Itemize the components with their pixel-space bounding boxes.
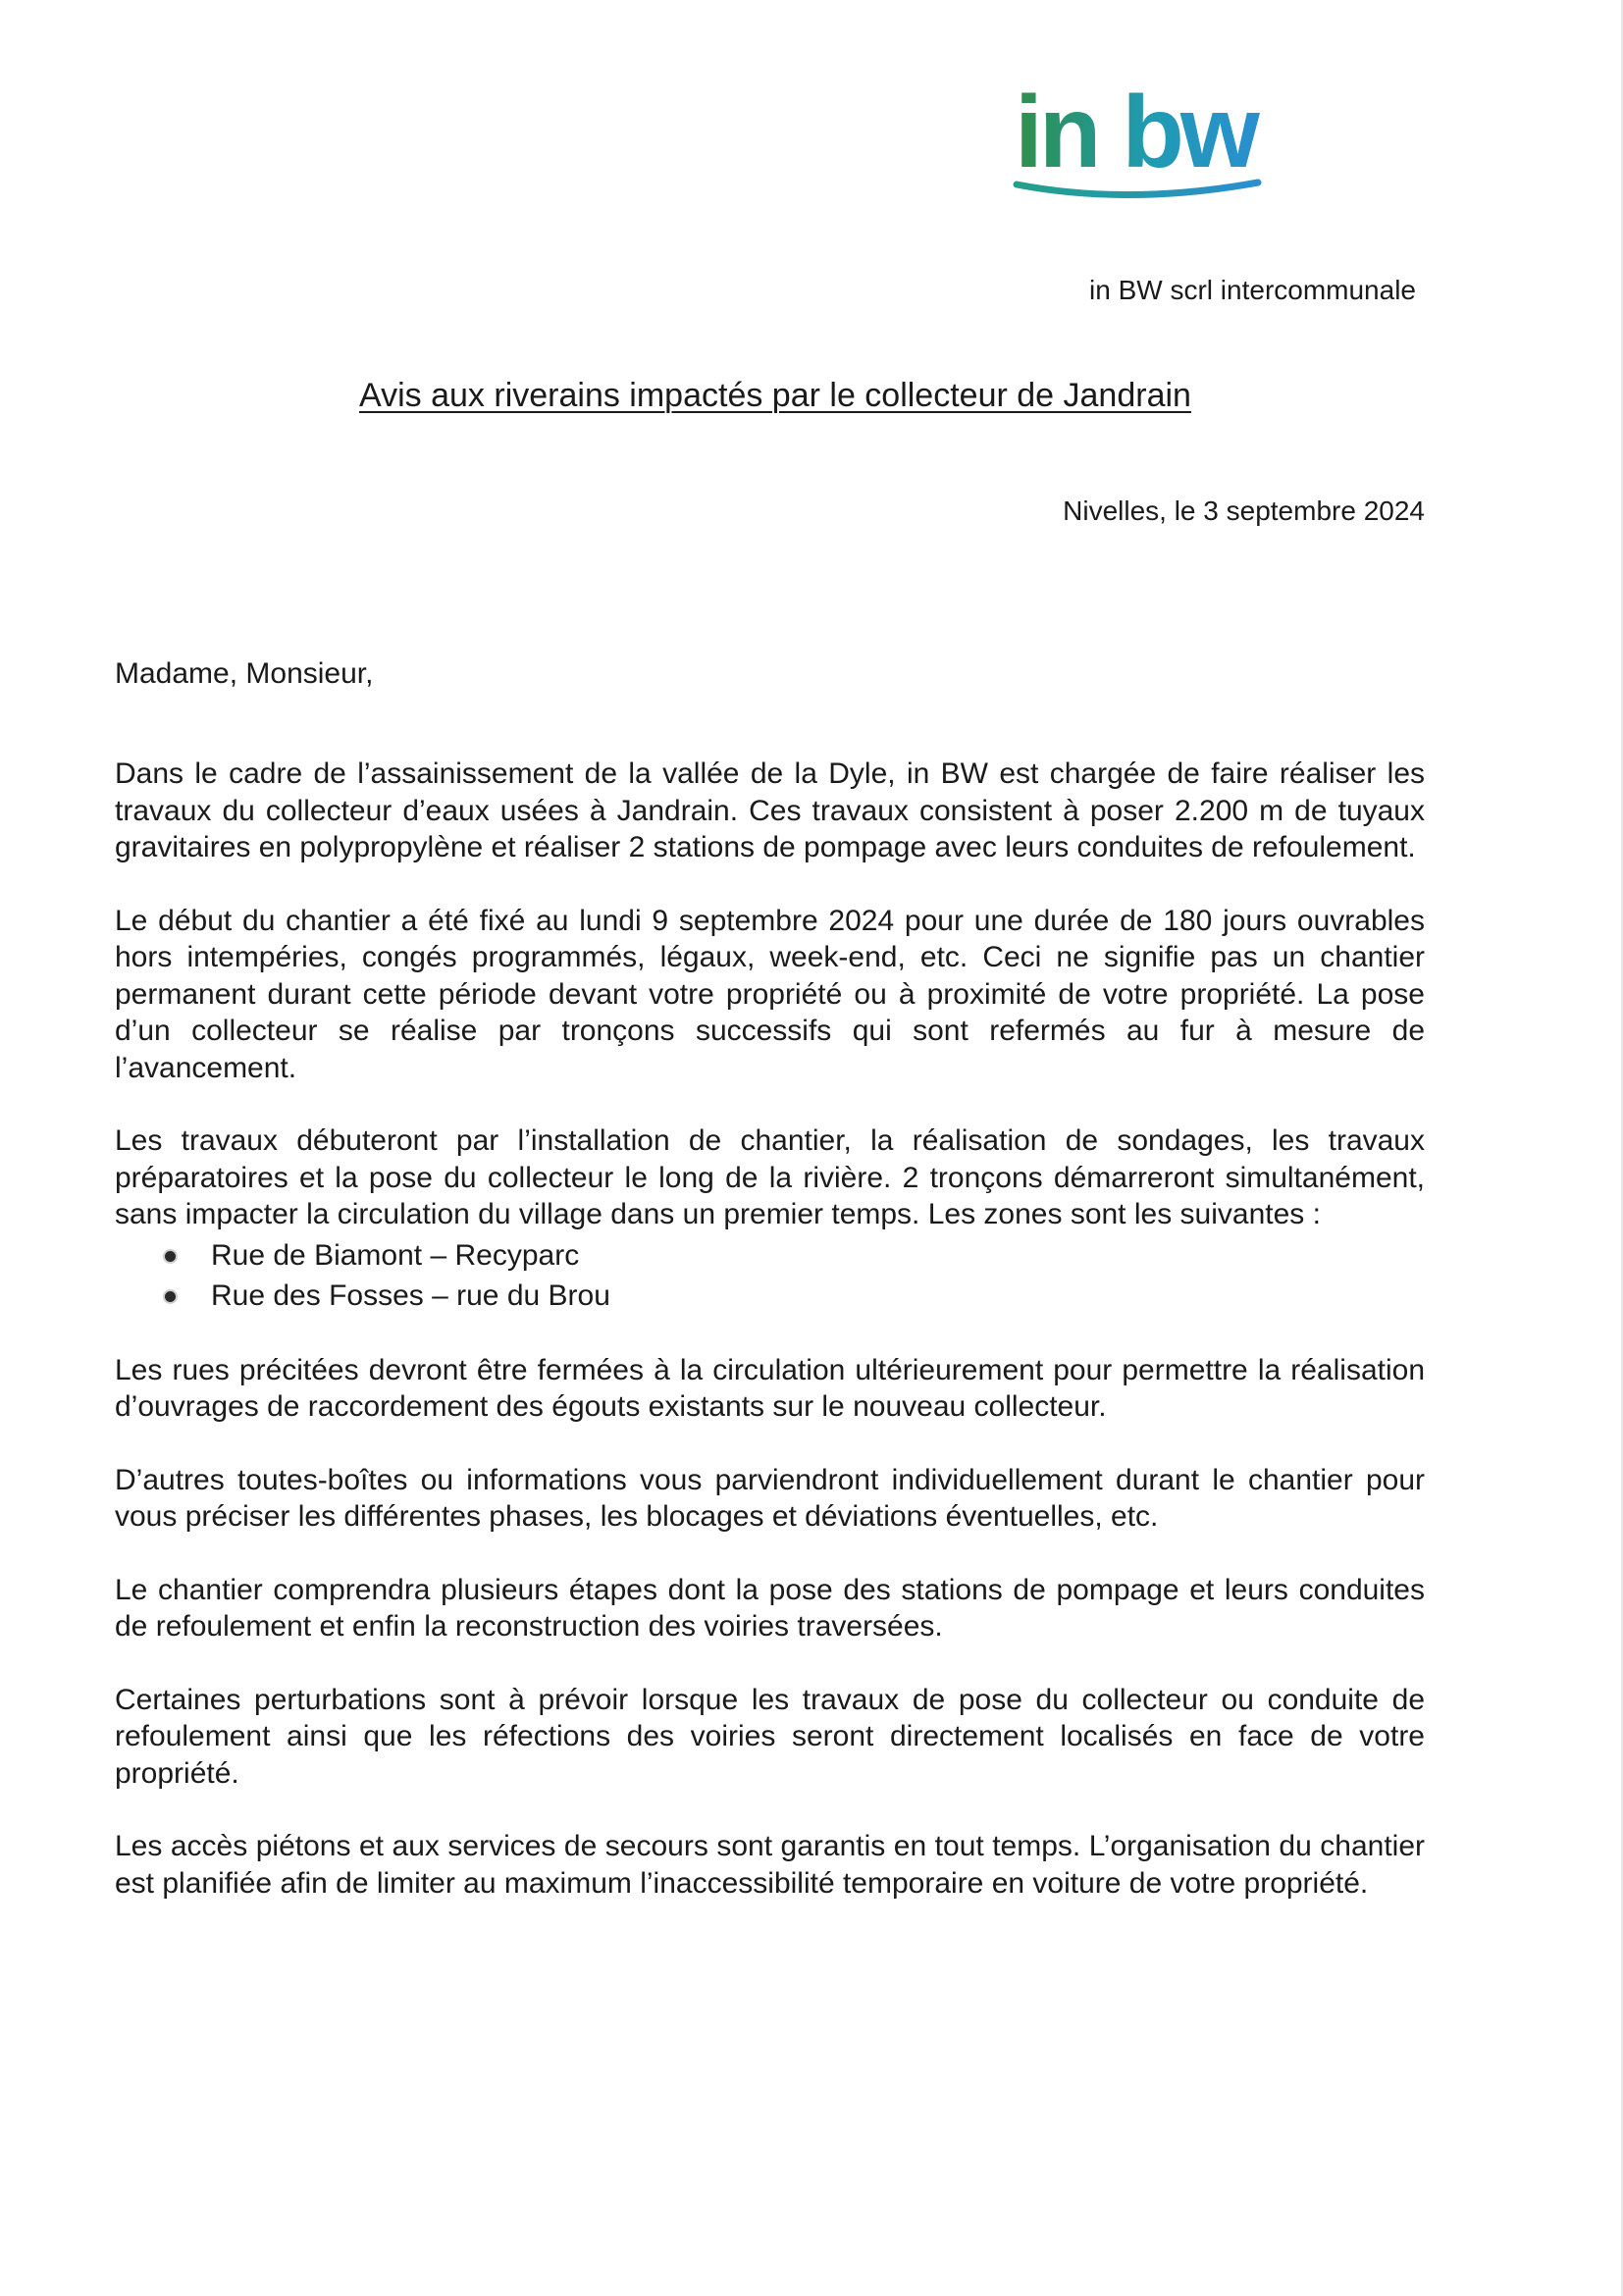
letter-body (115, 756, 1425, 1938)
paragraph-works-start: Les travaux débuteront par l’installation de chantier, la réalisation de sondages, les travaux préparatoires et la pose du collecteur le long de la rivière. 2 tronçons démarreront simultanément, sans impacter la circulation du village dans un premier temps. Les zones sont les suivantes : (115, 1124, 1425, 1230)
list-item (115, 1235, 1425, 1276)
paragraph-disturbances: Certaines perturbations sont à prévoir lorsque les travaux de pose du collecteur ou conduite de refoulement ainsi que les réfections des voiries seront directement localisés en face de votre propriété. (115, 1683, 1425, 1790)
zone-label: Rue de Biamont – Recyparc (211, 1238, 580, 1272)
list-item (115, 1276, 1425, 1316)
logo-wordmark: in bw (1015, 77, 1256, 189)
paragraph-road-closure: Les rues précitées devront être fermées à la circulation ultérieurement pour permettre la réalisation d’ouvrages de raccordement des égouts existants sur le nouveau collecteur. (115, 1353, 1425, 1423)
paragraph-schedule: Le début du chantier a été fixé au lundi 9 septembre 2024 pour une durée de 180 jours ouvrables hors intempéries, congés programmés, légaux, week-end, etc. Ceci ne signifie pas un chantier permanent durant cette période devant votre propriété ou à proximité de votre propriété. La pose d’un collecteur se réalise par tronçons successifs qui sont refermés au fur à mesure de l’avancement. (115, 904, 1425, 1084)
bullet-icon (165, 1251, 176, 1262)
inbw-logo (1011, 77, 1266, 214)
letter-title-text: Avis aux riverains impactés par le collecteur de Jandrain (359, 377, 1191, 414)
letter-title (196, 377, 1354, 415)
bullet-icon (165, 1291, 176, 1302)
paragraph-access: Les accès piétons et aux services de secours sont garantis en tout temps. L’organisation du chantier est planifiée afin de limiter au maximum l’inaccessibilité temporaire en voiture de votre propriété. (115, 1830, 1425, 1900)
zones-list (115, 1235, 1425, 1316)
paragraph-stages: Le chantier comprendra plusieurs étapes dont la pose des stations de pompage et leurs conduites de refoulement et enfin la reconstruction des voiries traversées. (115, 1573, 1425, 1643)
paragraph-information: D’autres toutes-boîtes ou informations vous parviendront individuellement durant le chantier pour vous préciser les différentes phases, les blocages et déviations éventuelles, etc. (115, 1463, 1425, 1533)
zone-label: Rue des Fosses – rue du Brou (211, 1278, 610, 1312)
organization-name: in BW scrl intercommunale (1089, 275, 1416, 305)
paragraph-intro: Dans le cadre de l’assainissement de la vallée de la Dyle, in BW est chargée de faire réaliser les travaux du collecteur d’eaux usées à Jandrain. Ces travaux consistent à poser 2.200 m de tuyaux gravitaires en polypropylène et réaliser 2 stations de pompage avec leurs conduites de refoulement. (115, 757, 1425, 863)
letter-date: Nivelles, le 3 septembre 2024 (1063, 496, 1425, 526)
salutation: Madame, Monsieur, (115, 657, 374, 690)
